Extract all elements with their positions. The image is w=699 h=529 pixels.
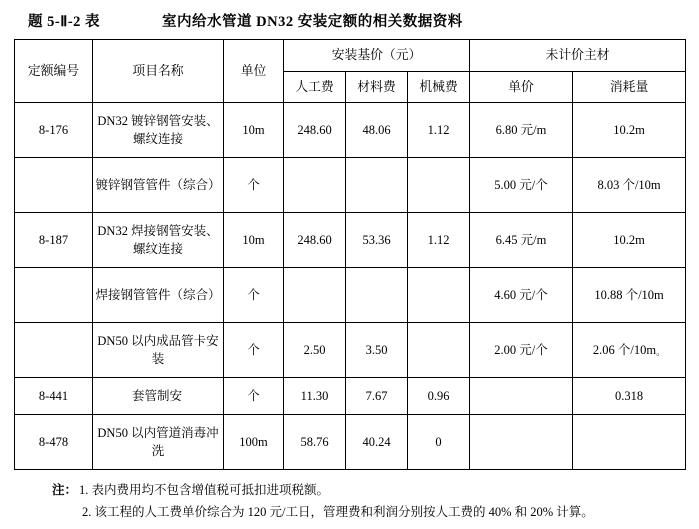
cell-consumption	[573, 415, 686, 470]
cell-unit-price	[470, 378, 573, 415]
cell-unit: 个	[224, 268, 284, 323]
table-row	[15, 378, 686, 415]
table-head	[15, 40, 686, 103]
note-line-2: 2. 该工程的人工费单价综合为 120 元/工日，管理费和利润分别按人工费的 40% 和 20% 计算。	[82, 504, 594, 519]
cell-name: 镀锌钢管管件（综合）	[93, 158, 224, 213]
table-row	[15, 103, 686, 158]
cell-unit: 个	[224, 158, 284, 213]
cell-code: 8-176	[15, 103, 93, 158]
cell-material-fee: 53.36	[346, 213, 408, 268]
cell-unit: 个	[224, 323, 284, 378]
cell-machine-fee: 1.12	[408, 103, 470, 158]
quota-data-table	[14, 39, 686, 470]
table-header-row-1	[15, 40, 686, 72]
table-row	[15, 268, 686, 323]
cell-code: 8-441	[15, 378, 93, 415]
cell-consumption: 0.318	[573, 378, 686, 415]
cell-labor: 248.60	[284, 103, 346, 158]
table-notes	[14, 480, 685, 524]
cell-material-fee	[346, 158, 408, 213]
cell-code	[15, 323, 93, 378]
cell-name: DN32 镀锌钢管安装、螺纹连接	[93, 103, 224, 158]
header-unit: 单位	[224, 40, 284, 103]
header-material-fee: 材料费	[346, 71, 408, 103]
cell-material-fee: 7.67	[346, 378, 408, 415]
header-code: 定额编号	[15, 40, 93, 103]
cell-unit-price: 6.80 元/m	[470, 103, 573, 158]
table-body	[15, 103, 686, 470]
table-row	[15, 415, 686, 470]
header-name: 项目名称	[93, 40, 224, 103]
note-line-1	[52, 480, 685, 502]
cell-material-fee: 3.50	[346, 323, 408, 378]
cell-unit-price: 4.60 元/个	[470, 268, 573, 323]
cell-consumption: 10.2m	[573, 103, 686, 158]
cell-unit-price	[470, 415, 573, 470]
cell-consumption: 10.88 个/10m	[573, 268, 686, 323]
cell-labor: 58.76	[284, 415, 346, 470]
cell-machine-fee: 1.12	[408, 213, 470, 268]
caption-label: 题 5-Ⅱ-2 表	[28, 14, 101, 30]
cell-name: DN32 焊接钢管安装、螺纹连接	[93, 213, 224, 268]
cell-consumption	[573, 323, 686, 378]
header-labor: 人工费	[284, 71, 346, 103]
header-consumption: 消耗量	[573, 71, 686, 103]
header-unit-price: 单价	[470, 71, 573, 103]
cell-unit: 10m	[224, 213, 284, 268]
cell-unit: 个	[224, 378, 284, 415]
cell-labor: 248.60	[284, 213, 346, 268]
cell-unit: 10m	[224, 103, 284, 158]
cell-code: 8-478	[15, 415, 93, 470]
cell-name: 焊接钢管管件（综合）	[93, 268, 224, 323]
caption-title: 室内给水管道 DN32 安装定额的相关数据资料	[162, 14, 463, 30]
table-row	[15, 158, 686, 213]
ocr-artifact-mark: 。	[656, 347, 666, 358]
cell-labor: 2.50	[284, 323, 346, 378]
cell-labor	[284, 268, 346, 323]
note-text-1: 1. 表内费用均不包含增值税可抵扣进项税额。	[79, 483, 330, 498]
cell-name: DN50 以内管道消毒冲洗	[93, 415, 224, 470]
cell-unit-price: 2.00 元/个	[470, 323, 573, 378]
header-base-price-group: 安装基价（元）	[284, 40, 470, 72]
cell-machine-fee	[408, 323, 470, 378]
cell-unit: 100m	[224, 415, 284, 470]
cell-material-fee: 48.06	[346, 103, 408, 158]
cell-machine-fee: 0.96	[408, 378, 470, 415]
notes-label: 注：	[52, 483, 78, 498]
cell-material-fee: 40.24	[346, 415, 408, 470]
header-machine-fee: 机械费	[408, 71, 470, 103]
cell-unit-price: 5.00 元/个	[470, 158, 573, 213]
cell-machine-fee	[408, 268, 470, 323]
cell-machine-fee: 0	[408, 415, 470, 470]
table-row	[15, 323, 686, 378]
cell-code	[15, 268, 93, 323]
cell-consumption: 8.03 个/10m	[573, 158, 686, 213]
cell-material-fee	[346, 268, 408, 323]
cell-consumption: 10.2m	[573, 213, 686, 268]
cell-consumption-value: 2.06 个/10m	[592, 343, 657, 358]
cell-labor	[284, 158, 346, 213]
cell-code	[15, 158, 93, 213]
cell-labor: 11.30	[284, 378, 346, 415]
table-caption	[14, 10, 685, 31]
cell-code: 8-187	[15, 213, 93, 268]
cell-machine-fee	[408, 158, 470, 213]
cell-name: DN50 以内成品管卡安装	[93, 323, 224, 378]
cell-name: 套管制安	[93, 378, 224, 415]
cell-unit-price: 6.45 元/m	[470, 213, 573, 268]
header-material-group: 未计价主材	[470, 40, 686, 72]
table-row	[15, 213, 686, 268]
